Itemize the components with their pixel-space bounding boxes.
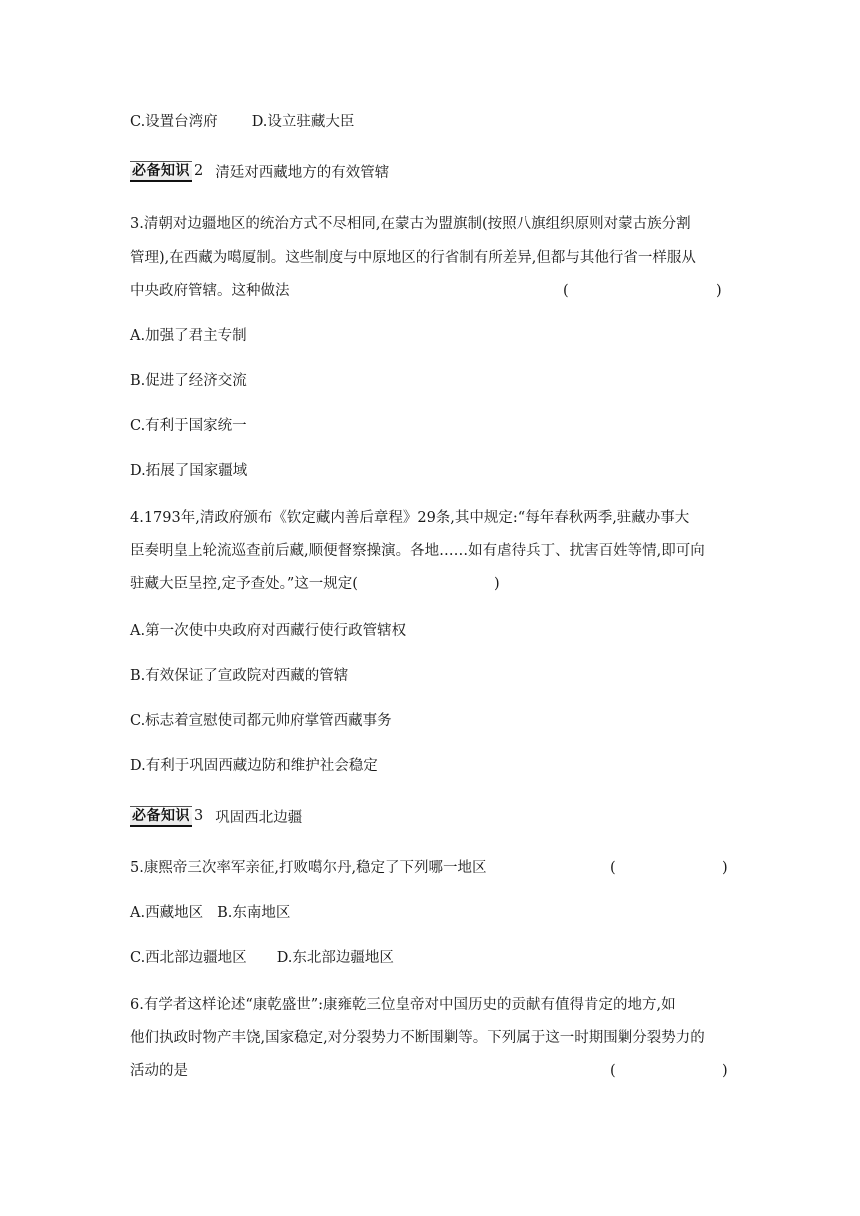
q2-option-d: D.设立驻藏大臣 bbox=[251, 114, 355, 130]
section-badge: 必备知识 bbox=[130, 161, 192, 182]
q5-answer-paren-close: ) bbox=[722, 860, 728, 876]
q5-options-cd bbox=[130, 948, 394, 968]
section-heading-3 bbox=[130, 804, 302, 828]
q6-stem-line-1: 6.有学者这样论述“康乾盛世”:康雍乾三位皇帝对中国历史的贡献有值得肯定的地方,如 bbox=[130, 997, 676, 1013]
q5-option-a: A.西藏地区 bbox=[130, 905, 204, 921]
q2-option-c: C.设置台湾府 bbox=[130, 114, 218, 130]
q5-option-d: D.东北部边疆地区 bbox=[276, 950, 394, 966]
q4-stem-line-3: 驻藏大臣呈控,定予查处。”这一规定( bbox=[130, 576, 358, 592]
section-badge: 必备知识 bbox=[130, 806, 192, 827]
q6-stem-line-3: 活动的是 bbox=[130, 1063, 188, 1079]
q3-answer-paren-close: ) bbox=[716, 283, 722, 299]
q3-option-d: D.拓展了国家疆域 bbox=[130, 463, 248, 479]
q6-stem-line-2: 他们执政时物产丰饶,国家稳定,对分裂势力不断围剿等。下列属于这一时期围剿分裂势力的 bbox=[130, 1030, 705, 1046]
q5-stem: 5.康熙帝三次率军亲征,打败噶尔丹,稳定了下列哪一地区 bbox=[130, 860, 487, 876]
q4-option-a: A.第一次使中央政府对西藏行使行政管辖权 bbox=[130, 623, 407, 639]
section-number: 3 bbox=[194, 808, 204, 824]
q2-options-cd bbox=[130, 112, 354, 132]
q4-option-d: D.有利于巩固西藏边防和维护社会稳定 bbox=[130, 758, 378, 774]
q4-option-b: B.有效保证了宣政院对西藏的管辖 bbox=[130, 668, 349, 684]
section-title: 巩固西北边疆 bbox=[215, 809, 303, 826]
q5-options-ab bbox=[130, 903, 290, 923]
q4-option-c: C.标志着宣慰使司都元帅府掌管西藏事务 bbox=[130, 713, 392, 729]
q3-answer-paren-open: ( bbox=[563, 283, 569, 299]
q6-answer-paren-close: ) bbox=[722, 1063, 728, 1079]
q3-stem-line-2: 管理),在西藏为噶厦制。这些制度与中原地区的行省制有所差异,但都与其他行省一样服从 bbox=[130, 250, 696, 266]
q3-option-b: B.促进了经济交流 bbox=[130, 373, 247, 389]
q3-option-c: C.有利于国家统一 bbox=[130, 418, 247, 434]
section-number: 2 bbox=[194, 163, 204, 179]
q4-answer-paren-close: ) bbox=[494, 576, 500, 592]
q6-answer-paren-open: ( bbox=[610, 1063, 616, 1079]
q4-stem-line-2: 臣奏明皇上轮流巡查前后藏,顺便督察操演。各地……如有虐待兵丁、扰害百姓等情,即可向 bbox=[130, 543, 705, 559]
q3-stem-line-1: 3.清朝对边疆地区的统治方式不尽相同,在蒙古为盟旗制(按照八旗组织原则对蒙古族分割 bbox=[130, 216, 691, 232]
q5-answer-paren-open: ( bbox=[610, 860, 616, 876]
section-title: 清廷对西藏地方的有效管辖 bbox=[215, 164, 390, 181]
q4-stem-line-1: 4.1793年,清政府颁布《钦定藏内善后章程》29条,其中规定:“每年春秋两季,驻藏办事大 bbox=[130, 510, 690, 526]
q5-option-b: B.东南地区 bbox=[217, 905, 291, 921]
section-heading-2 bbox=[130, 159, 389, 183]
q5-option-c: C.西北部边疆地区 bbox=[130, 950, 247, 966]
q3-option-a: A.加强了君主专制 bbox=[130, 328, 247, 344]
q3-stem-line-3: 中央政府管辖。这种做法 bbox=[130, 283, 290, 299]
